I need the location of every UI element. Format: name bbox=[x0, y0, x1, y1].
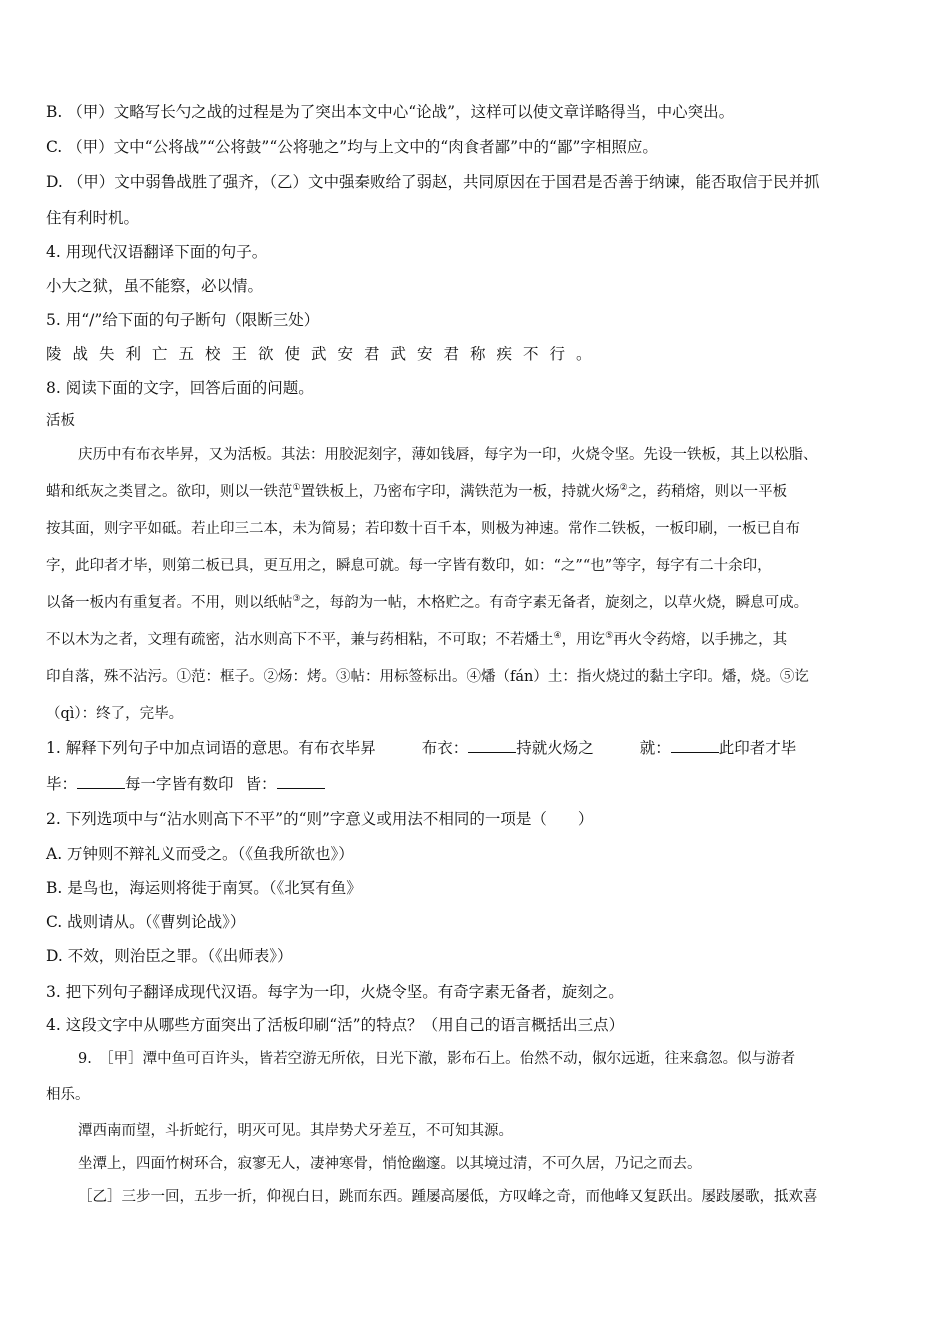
question-9-passage-line-3: 潭西南而望，斗折蛇行，明灭可见。其岸势犬牙差互，不可知其源。 bbox=[78, 1123, 513, 1139]
question-5-sentence: 陵战失利亡五校王欲使武安君武安君称疾不行。 bbox=[46, 345, 603, 363]
option-b: B. （甲）文略写长勺之战的过程是为了突出本文中心“论战”，这样可以使文章详略得当，中心突出。 bbox=[46, 103, 735, 121]
note-marker-4: ④ bbox=[553, 631, 562, 642]
question-4-prompt: 4. 用现代汉语翻译下面的句子。 bbox=[46, 243, 268, 261]
passage-line-5: 以备一板内有重复者。不用，则以纸帖③之，每韵为一帖，木格贮之。有奇字素无备者，旋刻之，以草火烧，瞬息可成。 bbox=[46, 594, 809, 611]
question-9-passage-line-4: 坐潭上，四面竹树环合，寂寥无人，凄神寒骨，悄怆幽邃。以其境过清，不可久居，乃记之而去。 bbox=[78, 1156, 702, 1172]
question-1-line-2: 毕： 每一字皆有数印 皆： bbox=[46, 773, 325, 795]
passage-line-7: 印自落，殊不沾污。①范：框子。②炀：烤。③帖：用标签标出。④燔（fán）土：指火烧过的黏土字印。燔，烧。⑤讫 bbox=[46, 669, 809, 685]
passage-line-1: 庆历中有布衣毕昇，又为活板。其法：用胶泥刻字，薄如钱唇，每字为一印，火烧令坚。先设一铁板，其上以松脂、 bbox=[78, 447, 818, 463]
passage-title: 活板 bbox=[46, 413, 75, 429]
question-8-prompt: 8. 阅读下面的文字，回答后面的问题。 bbox=[46, 379, 314, 397]
passage-line-3: 按其面，则字平如砥。若止印三二本，未为简易；若印数十百千本，则极为神速。常作二铁板，一板印刷，一板已自布 bbox=[46, 521, 800, 537]
answer-blank-3[interactable] bbox=[77, 774, 125, 789]
question-2-option-a: A. 万钟则不辩礼义而受之。（《鱼我所欲也》） bbox=[46, 845, 354, 863]
question-5-prompt: 5. 用“/”给下面的句子断句（限断三处） bbox=[46, 311, 320, 329]
question-2-option-b: B. 是鸟也，海运则将徙于南冥。（《北冥有鱼》 bbox=[46, 879, 362, 897]
option-d-continued: 住有利时机。 bbox=[46, 209, 140, 227]
passage-line-8: （qì）：终了，完毕。 bbox=[46, 706, 184, 722]
answer-blank-1[interactable] bbox=[468, 738, 516, 753]
question-4-activity-prompt: 4. 这段文字中从哪些方面突出了活板印刷“活”的特点？（用自己的语言概括出三点） bbox=[46, 1016, 625, 1034]
question-9-passage-line-5: ［乙］三步一回，五步一折，仰视白日，跳而东西。踵屡高屡低，方叹峰之奇，而他峰又复跃出。屡跂屡歌，抵欢喜 bbox=[78, 1189, 818, 1205]
question-4-sentence: 小大之狱，虽不能察，必以情。 bbox=[46, 277, 264, 295]
question-1-line-1: 1. 解释下列句子中加点词语的意思。有布衣毕昇 布衣： 持就火炀之 就： 此印者才毕 bbox=[46, 739, 797, 757]
question-2-prompt: 2. 下列选项中与“沾水则高下不平”的“则”字意义或用法不相同的一项是（ ） bbox=[46, 810, 594, 828]
note-marker-5: ⑤ bbox=[605, 631, 614, 642]
option-c: C. （甲）文中“公将战”“公将鼓”“公将驰之”均与上文中的“肉食者鄙”中的“鄙”字相照应。 bbox=[46, 138, 658, 156]
passage-line-2: 蜡和纸灰之类冒之。欲印，则以一铁范①置铁板上，乃密布字印，满铁范为一板，持就火炀②之，药稍熔，则以一平板 bbox=[46, 483, 788, 500]
note-marker-2: ② bbox=[619, 483, 628, 494]
note-marker-1: ① bbox=[292, 483, 301, 494]
passage-line-6: 不以木为之者，文理有疏密，沾水则高下不平，兼与药相粘，不可取；不若燔土④，用讫⑤再火令药熔，以手拂之，其 bbox=[46, 631, 788, 648]
option-d: D. （甲）文中弱鲁战胜了强齐，（乙）文中强秦败给了弱赵，共同原因在于国君是否善于纳谏，能否取信于民并抓 bbox=[46, 173, 820, 191]
passage-line-4: 字，此印者才毕，则第二板已具，更互用之，瞬息可就。每一字皆有数印，如：“之”“也”等字，每字有二十余印， bbox=[46, 558, 772, 574]
question-2-option-c: C. 战则请从。（《曹刿论战》） bbox=[46, 913, 246, 931]
answer-blank-4[interactable] bbox=[277, 774, 325, 789]
question-9-passage-line-1: 9. ［甲］潭中鱼可百许头，皆若空游无所依，日光下澈，影布石上。佁然不动，俶尔远逝，往来翕忽。似与游者 bbox=[78, 1051, 796, 1067]
answer-blank-2[interactable] bbox=[671, 738, 719, 753]
question-2-option-d: D. 不效，则治臣之罪。（《出师表》） bbox=[46, 947, 293, 965]
question-3-prompt: 3. 把下列句子翻译成现代汉语。每字为一印，火烧令坚。有奇字素无备者，旋刻之。 bbox=[46, 983, 624, 1001]
question-9-passage-line-2: 相乐。 bbox=[46, 1087, 90, 1103]
note-marker-3: ③ bbox=[292, 594, 301, 605]
